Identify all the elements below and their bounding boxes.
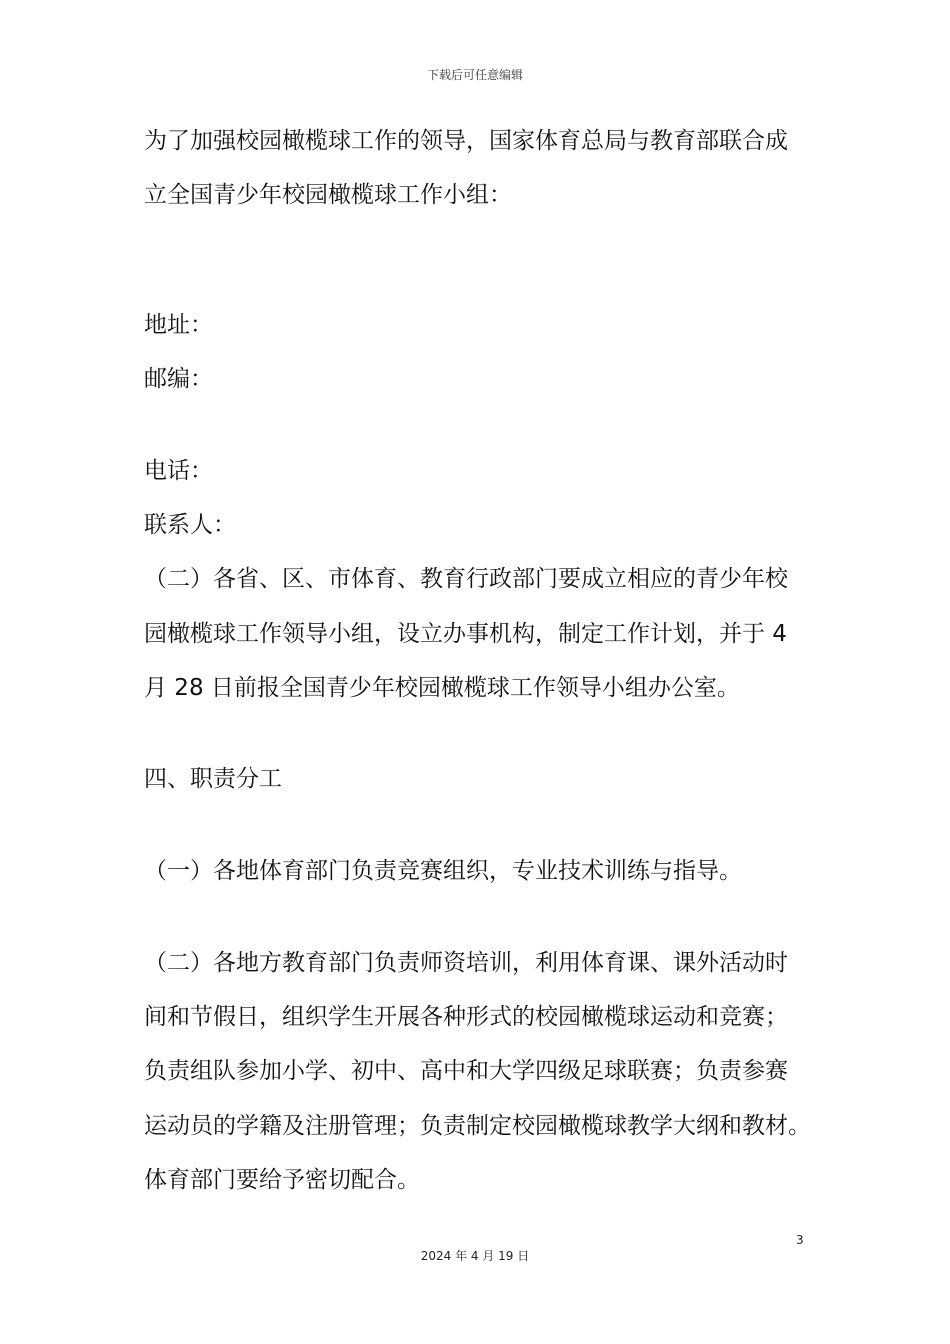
paragraph-line: 为了加强校园橄榄球工作的领导，国家体育总局与教育部联合成 [144, 128, 788, 154]
address-label: 地址： [144, 312, 213, 338]
paragraph-line: 体育部门要给予密切配合。 [144, 1167, 420, 1193]
paragraph-line: （一）各地体育部门负责竞赛组织，专业技术训练与指导。 [144, 858, 742, 884]
phone-label: 电话： [144, 458, 213, 484]
page-number: 3 [796, 1233, 804, 1247]
paragraph-line: 负责组队参加小学、初中、高中和大学四级足球联赛；负责参赛 [144, 1058, 788, 1084]
paragraph-line: 园橄榄球工作领导小组，设立办事机构，制定工作计划，并于 4 [144, 621, 787, 647]
footer-date: 2024 年 4 月 19 日 [420, 1249, 530, 1263]
paragraph-line: 间和节假日，组织学生开展各种形式的校园橄榄球运动和竞赛； [144, 1004, 788, 1030]
paragraph-line: （二）各地方教育部门负责师资培训，利用体育课、课外活动时 [144, 950, 788, 976]
paragraph-line: 月 28 日前报全国青少年校园橄榄球工作领导小组办公室。 [144, 675, 740, 701]
contact-person-label: 联系人： [144, 512, 236, 538]
postcode-label: 邮编： [144, 366, 213, 392]
section-heading: 四、职责分工 [144, 766, 282, 792]
page-header: 下载后可任意编辑 [426, 68, 523, 82]
paragraph-line: 运动员的学籍及注册管理；负责制定校园橄榄球教学大纲和教材。 [144, 1113, 811, 1139]
paragraph-line: 立全国青少年校园橄榄球工作小组： [144, 182, 512, 208]
paragraph-line: （二）各省、区、市体育、教育行政部门要成立相应的青少年校 [144, 566, 788, 592]
